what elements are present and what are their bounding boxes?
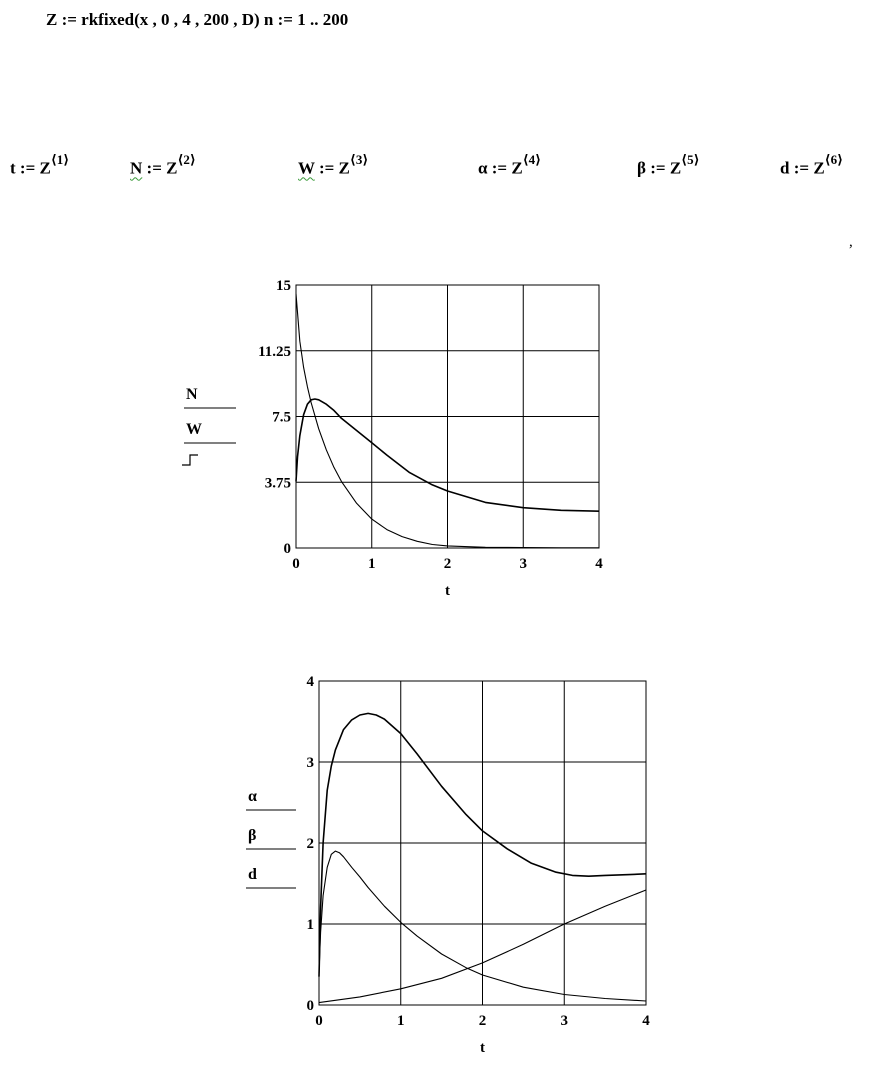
x-tick-label: 3 (560, 1013, 568, 1029)
y-axis-series-label: d (248, 866, 257, 883)
x-tick-label: 2 (478, 1013, 487, 1029)
y-tick-label: 7.5 (272, 409, 291, 426)
y-tick-label: 2 (306, 836, 314, 852)
definition-name: d (780, 158, 790, 178)
definition-column-index: ⟨5⟩ (681, 152, 700, 167)
definition-rhs: := Z (789, 158, 825, 178)
y-tick-label: 3.75 (264, 475, 291, 492)
x-tick-label: 2 (443, 556, 452, 572)
definition-column-index: ⟨6⟩ (824, 152, 844, 167)
definition-column-index: ⟨3⟩ (349, 152, 369, 167)
y-axis-series-label: N (186, 386, 198, 403)
definition-rhs: := Z (645, 158, 682, 178)
x-axis-label: t (445, 583, 450, 599)
definition-rhs: := Z (142, 158, 178, 178)
definition-name: N (130, 158, 143, 178)
definition-name: t (10, 158, 16, 178)
definition-rhs: := Z (15, 158, 51, 178)
y-tick-label: 0 (306, 998, 314, 1014)
x-tick-label: 3 (519, 556, 527, 572)
rkfixed-definition: Z := rkfixed(x , 0 , 4 , 200 , D) n := 1 .. 200 (46, 10, 349, 29)
x-tick-label: 1 (368, 556, 376, 572)
definition-name: W (298, 158, 315, 178)
y-axis-series-label: α (248, 788, 257, 805)
definition-rhs: := Z (487, 158, 523, 178)
x-tick-label: 0 (315, 1013, 323, 1029)
y-axis-series-label: β (248, 827, 257, 844)
x-tick-label: 4 (595, 556, 603, 572)
definition-rhs: := Z (314, 158, 350, 178)
definition-column-index: ⟨4⟩ (522, 152, 542, 167)
definition-column-index: ⟨1⟩ (50, 152, 70, 167)
y-tick-label: 1 (306, 917, 314, 933)
y-tick-label: 15 (276, 278, 291, 294)
x-axis-label: t (480, 1040, 485, 1056)
y-tick-label: 11.25 (258, 343, 291, 360)
y-tick-label: 4 (306, 674, 314, 690)
y-axis-series-label: W (186, 421, 202, 438)
x-tick-label: 1 (397, 1013, 405, 1029)
y-tick-label: 3 (306, 755, 314, 771)
y-tick-label: 0 (283, 541, 291, 557)
definition-name: α (478, 158, 488, 178)
definition-column-index: ⟨2⟩ (177, 152, 196, 167)
x-tick-label: 0 (292, 556, 300, 572)
definition-name: β (637, 158, 646, 178)
stray-mark: , (849, 234, 853, 250)
x-tick-label: 4 (642, 1013, 650, 1029)
